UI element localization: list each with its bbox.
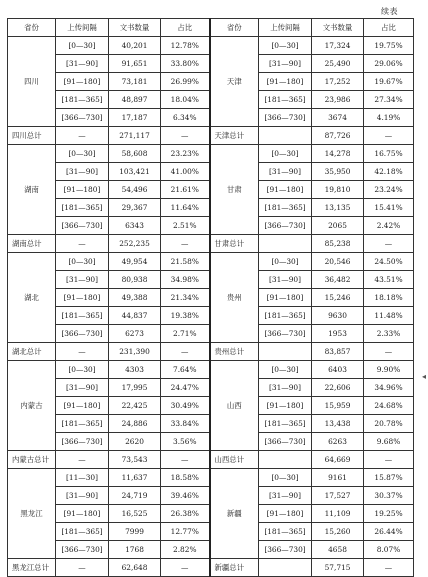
province-name: 湖北 [8, 253, 56, 343]
interval-cell: [0—30] [56, 361, 109, 379]
ratio-cell: 41.00% [161, 163, 210, 181]
ratio-cell: 24.50% [364, 253, 414, 271]
count-cell: 16,525 [109, 505, 161, 523]
ratio-cell: 19.75% [364, 37, 414, 55]
ratio-cell: 43.51% [364, 271, 414, 289]
province-name: 新疆 [210, 469, 259, 559]
total-interval-cell [259, 235, 312, 253]
total-ratio-cell: — [364, 451, 414, 469]
interval-cell: [181—365] [56, 307, 109, 325]
count-cell: 7999 [109, 523, 161, 541]
ratio-cell: 11.48% [364, 307, 414, 325]
count-cell: 1768 [109, 541, 161, 559]
total-interval-cell [259, 559, 312, 577]
interval-cell: [31—90] [56, 55, 109, 73]
count-cell: 24,719 [109, 487, 161, 505]
count-cell: 44,837 [109, 307, 161, 325]
count-cell: 103,421 [109, 163, 161, 181]
province-name: 内蒙古 [8, 361, 56, 451]
count-cell: 23,986 [312, 91, 364, 109]
interval-cell: [0—30] [259, 145, 312, 163]
ratio-cell: 21.61% [161, 181, 210, 199]
count-cell: 3674 [312, 109, 364, 127]
header-count-right: 文书数量 [312, 19, 364, 37]
total-count-cell: 73,543 [109, 451, 161, 469]
count-cell: 17,324 [312, 37, 364, 55]
province-name: 黑龙江 [8, 469, 56, 559]
count-cell: 22,606 [312, 379, 364, 397]
interval-cell: [0—30] [56, 37, 109, 55]
total-interval-cell: — [56, 127, 109, 145]
ratio-cell: 15.41% [364, 199, 414, 217]
interval-cell: [31—90] [259, 55, 312, 73]
interval-cell: [91—180] [56, 289, 109, 307]
ratio-cell: 30.49% [161, 397, 210, 415]
count-cell: 48,897 [109, 91, 161, 109]
ratio-cell: 19.25% [364, 505, 414, 523]
page-edge-mark: ◂ [421, 372, 426, 381]
total-count-cell: 87,726 [312, 127, 364, 145]
province-name: 贵州 [210, 253, 259, 343]
total-row [8, 451, 414, 469]
count-cell: 58,608 [109, 145, 161, 163]
count-cell: 11,109 [312, 505, 364, 523]
table-row [8, 145, 414, 163]
total-label: 贵州总计 [210, 343, 259, 361]
total-ratio-cell: — [364, 127, 414, 145]
total-count-cell: 62,648 [109, 559, 161, 577]
count-cell: 1953 [312, 325, 364, 343]
ratio-cell: 12.77% [161, 523, 210, 541]
ratio-cell: 2.71% [161, 325, 210, 343]
total-label: 湖南总计 [8, 235, 56, 253]
total-count-cell: 271,117 [109, 127, 161, 145]
continued-label: 续表 [381, 7, 398, 16]
count-cell: 54,496 [109, 181, 161, 199]
interval-cell: [366—730] [56, 109, 109, 127]
interval-cell: [91—180] [259, 289, 312, 307]
interval-cell: [91—180] [56, 181, 109, 199]
header-province-right: 省份 [210, 19, 259, 37]
ratio-cell: 19.38% [161, 307, 210, 325]
interval-cell: [366—730] [259, 541, 312, 559]
count-cell: 80,938 [109, 271, 161, 289]
table-row [8, 469, 414, 487]
ratio-cell: 4.19% [364, 109, 414, 127]
header-row [8, 19, 414, 37]
count-cell: 49,388 [109, 289, 161, 307]
ratio-cell: 23.24% [364, 181, 414, 199]
ratio-cell: 39.46% [161, 487, 210, 505]
total-ratio-cell: — [364, 559, 414, 577]
interval-cell: [366—730] [259, 325, 312, 343]
count-cell: 49,954 [109, 253, 161, 271]
table-row [8, 361, 414, 379]
ratio-cell: 20.78% [364, 415, 414, 433]
ratio-cell: 42.18% [364, 163, 414, 181]
count-cell: 2065 [312, 217, 364, 235]
interval-cell: [181—365] [56, 199, 109, 217]
ratio-cell: 21.58% [161, 253, 210, 271]
total-row [8, 559, 414, 577]
interval-cell: [0—30] [56, 253, 109, 271]
total-count-cell: 231,390 [109, 343, 161, 361]
ratio-cell: 2.51% [161, 217, 210, 235]
total-row [8, 127, 414, 145]
province-name: 四川 [8, 37, 56, 127]
ratio-cell: 26.99% [161, 73, 210, 91]
ratio-cell: 15.87% [364, 469, 414, 487]
count-cell: 40,201 [109, 37, 161, 55]
interval-cell: [91—180] [56, 397, 109, 415]
total-count-cell: 83,857 [312, 343, 364, 361]
ratio-cell: 3.56% [161, 433, 210, 451]
total-ratio-cell: — [161, 235, 210, 253]
interval-cell: [366—730] [259, 217, 312, 235]
total-ratio-cell: — [161, 127, 210, 145]
ratio-cell: 18.58% [161, 469, 210, 487]
count-cell: 24,886 [109, 415, 161, 433]
interval-cell: [11—30] [56, 469, 109, 487]
count-cell: 17,527 [312, 487, 364, 505]
count-cell: 35,950 [312, 163, 364, 181]
header-count-left: 文书数量 [109, 19, 161, 37]
total-interval-cell [259, 343, 312, 361]
count-cell: 17,252 [312, 73, 364, 91]
count-cell: 73,181 [109, 73, 161, 91]
interval-cell: [181—365] [259, 307, 312, 325]
ratio-cell: 19.67% [364, 73, 414, 91]
province-name: 天津 [210, 37, 259, 127]
total-row [8, 235, 414, 253]
table-body [8, 37, 414, 577]
count-cell: 29,367 [109, 199, 161, 217]
ratio-cell: 33.84% [161, 415, 210, 433]
ratio-cell: 34.98% [161, 271, 210, 289]
total-ratio-cell: — [364, 343, 414, 361]
interval-cell: [366—730] [56, 325, 109, 343]
total-label: 内蒙古总计 [8, 451, 56, 469]
total-label: 山西总计 [210, 451, 259, 469]
ratio-cell: 30.37% [364, 487, 414, 505]
ratio-cell: 26.44% [364, 523, 414, 541]
ratio-cell: 6.34% [161, 109, 210, 127]
interval-cell: [91—180] [259, 181, 312, 199]
upload-interval-table [7, 18, 414, 577]
interval-cell: [0—30] [259, 361, 312, 379]
total-ratio-cell: — [364, 235, 414, 253]
interval-cell: [181—365] [56, 91, 109, 109]
ratio-cell: 12.78% [161, 37, 210, 55]
header-ratio-right: 占比 [364, 19, 414, 37]
count-cell: 15,246 [312, 289, 364, 307]
count-cell: 4303 [109, 361, 161, 379]
interval-cell: [181—365] [259, 91, 312, 109]
interval-cell: [91—180] [56, 505, 109, 523]
ratio-cell: 23.23% [161, 145, 210, 163]
count-cell: 17,995 [109, 379, 161, 397]
total-interval-cell [259, 127, 312, 145]
total-interval-cell: — [56, 451, 109, 469]
interval-cell: [31—90] [56, 271, 109, 289]
count-cell: 6403 [312, 361, 364, 379]
header-ratio-left: 占比 [161, 19, 210, 37]
count-cell: 6273 [109, 325, 161, 343]
interval-cell: [181—365] [259, 199, 312, 217]
count-cell: 6263 [312, 433, 364, 451]
total-count-cell: 64,669 [312, 451, 364, 469]
ratio-cell: 29.06% [364, 55, 414, 73]
ratio-cell: 16.75% [364, 145, 414, 163]
total-label: 湖北总计 [8, 343, 56, 361]
interval-cell: [181—365] [259, 523, 312, 541]
count-cell: 14,278 [312, 145, 364, 163]
count-cell: 91,651 [109, 55, 161, 73]
count-cell: 9161 [312, 469, 364, 487]
total-label: 天津总计 [210, 127, 259, 145]
count-cell: 6343 [109, 217, 161, 235]
count-cell: 11,637 [109, 469, 161, 487]
ratio-cell: 18.18% [364, 289, 414, 307]
interval-cell: [91—180] [259, 73, 312, 91]
interval-cell: [0—30] [259, 37, 312, 55]
total-count-cell: 85,238 [312, 235, 364, 253]
total-ratio-cell: — [161, 559, 210, 577]
count-cell: 15,260 [312, 523, 364, 541]
ratio-cell: 2.33% [364, 325, 414, 343]
count-cell: 2620 [109, 433, 161, 451]
count-cell: 25,490 [312, 55, 364, 73]
interval-cell: [31—90] [56, 163, 109, 181]
interval-cell: [91—180] [259, 397, 312, 415]
ratio-cell: 2.42% [364, 217, 414, 235]
total-count-cell: 57,715 [312, 559, 364, 577]
interval-cell: [31—90] [56, 487, 109, 505]
interval-cell: [0—30] [56, 145, 109, 163]
interval-cell: [0—30] [259, 469, 312, 487]
count-cell: 20,546 [312, 253, 364, 271]
ratio-cell: 9.90% [364, 361, 414, 379]
total-row [8, 343, 414, 361]
ratio-cell: 11.64% [161, 199, 210, 217]
interval-cell: [31—90] [56, 379, 109, 397]
total-label: 黑龙江总计 [8, 559, 56, 577]
table-row [8, 253, 414, 271]
count-cell: 22,425 [109, 397, 161, 415]
total-interval-cell: — [56, 343, 109, 361]
count-cell: 9630 [312, 307, 364, 325]
interval-cell: [181—365] [259, 415, 312, 433]
ratio-cell: 18.04% [161, 91, 210, 109]
interval-cell: [366—730] [259, 109, 312, 127]
ratio-cell: 24.68% [364, 397, 414, 415]
ratio-cell: 26.38% [161, 505, 210, 523]
header-province-left: 省份 [8, 19, 56, 37]
province-name: 山西 [210, 361, 259, 451]
interval-cell: [366—730] [56, 217, 109, 235]
interval-cell: [181—365] [56, 523, 109, 541]
total-label: 新疆总计 [210, 559, 259, 577]
count-cell: 13,438 [312, 415, 364, 433]
ratio-cell: 27.34% [364, 91, 414, 109]
total-ratio-cell: — [161, 343, 210, 361]
interval-cell: [366—730] [56, 433, 109, 451]
interval-cell: [31—90] [259, 487, 312, 505]
count-cell: 13,135 [312, 199, 364, 217]
count-cell: 19,810 [312, 181, 364, 199]
header-interval-left: 上传间隔 [56, 19, 109, 37]
interval-cell: [181—365] [56, 415, 109, 433]
total-label: 四川总计 [8, 127, 56, 145]
ratio-cell: 34.96% [364, 379, 414, 397]
total-interval-cell: — [56, 235, 109, 253]
interval-cell: [91—180] [259, 505, 312, 523]
total-label: 甘肃总计 [210, 235, 259, 253]
province-name: 湖南 [8, 145, 56, 235]
ratio-cell: 9.68% [364, 433, 414, 451]
ratio-cell: 24.47% [161, 379, 210, 397]
total-ratio-cell: — [161, 451, 210, 469]
interval-cell: [91—180] [56, 73, 109, 91]
ratio-cell: 33.80% [161, 55, 210, 73]
count-cell: 36,482 [312, 271, 364, 289]
table-row [8, 37, 414, 55]
interval-cell: [0—30] [259, 253, 312, 271]
total-count-cell: 252,235 [109, 235, 161, 253]
ratio-cell: 7.64% [161, 361, 210, 379]
total-interval-cell: — [56, 559, 109, 577]
header-interval-right: 上传间隔 [259, 19, 312, 37]
interval-cell: [31—90] [259, 271, 312, 289]
province-name: 甘肃 [210, 145, 259, 235]
count-cell: 17,187 [109, 109, 161, 127]
interval-cell: [366—730] [259, 433, 312, 451]
ratio-cell: 2.82% [161, 541, 210, 559]
interval-cell: [366—730] [56, 541, 109, 559]
count-cell: 4658 [312, 541, 364, 559]
interval-cell: [31—90] [259, 379, 312, 397]
count-cell: 15,959 [312, 397, 364, 415]
total-interval-cell [259, 451, 312, 469]
ratio-cell: 21.34% [161, 289, 210, 307]
interval-cell: [31—90] [259, 163, 312, 181]
ratio-cell: 8.07% [364, 541, 414, 559]
